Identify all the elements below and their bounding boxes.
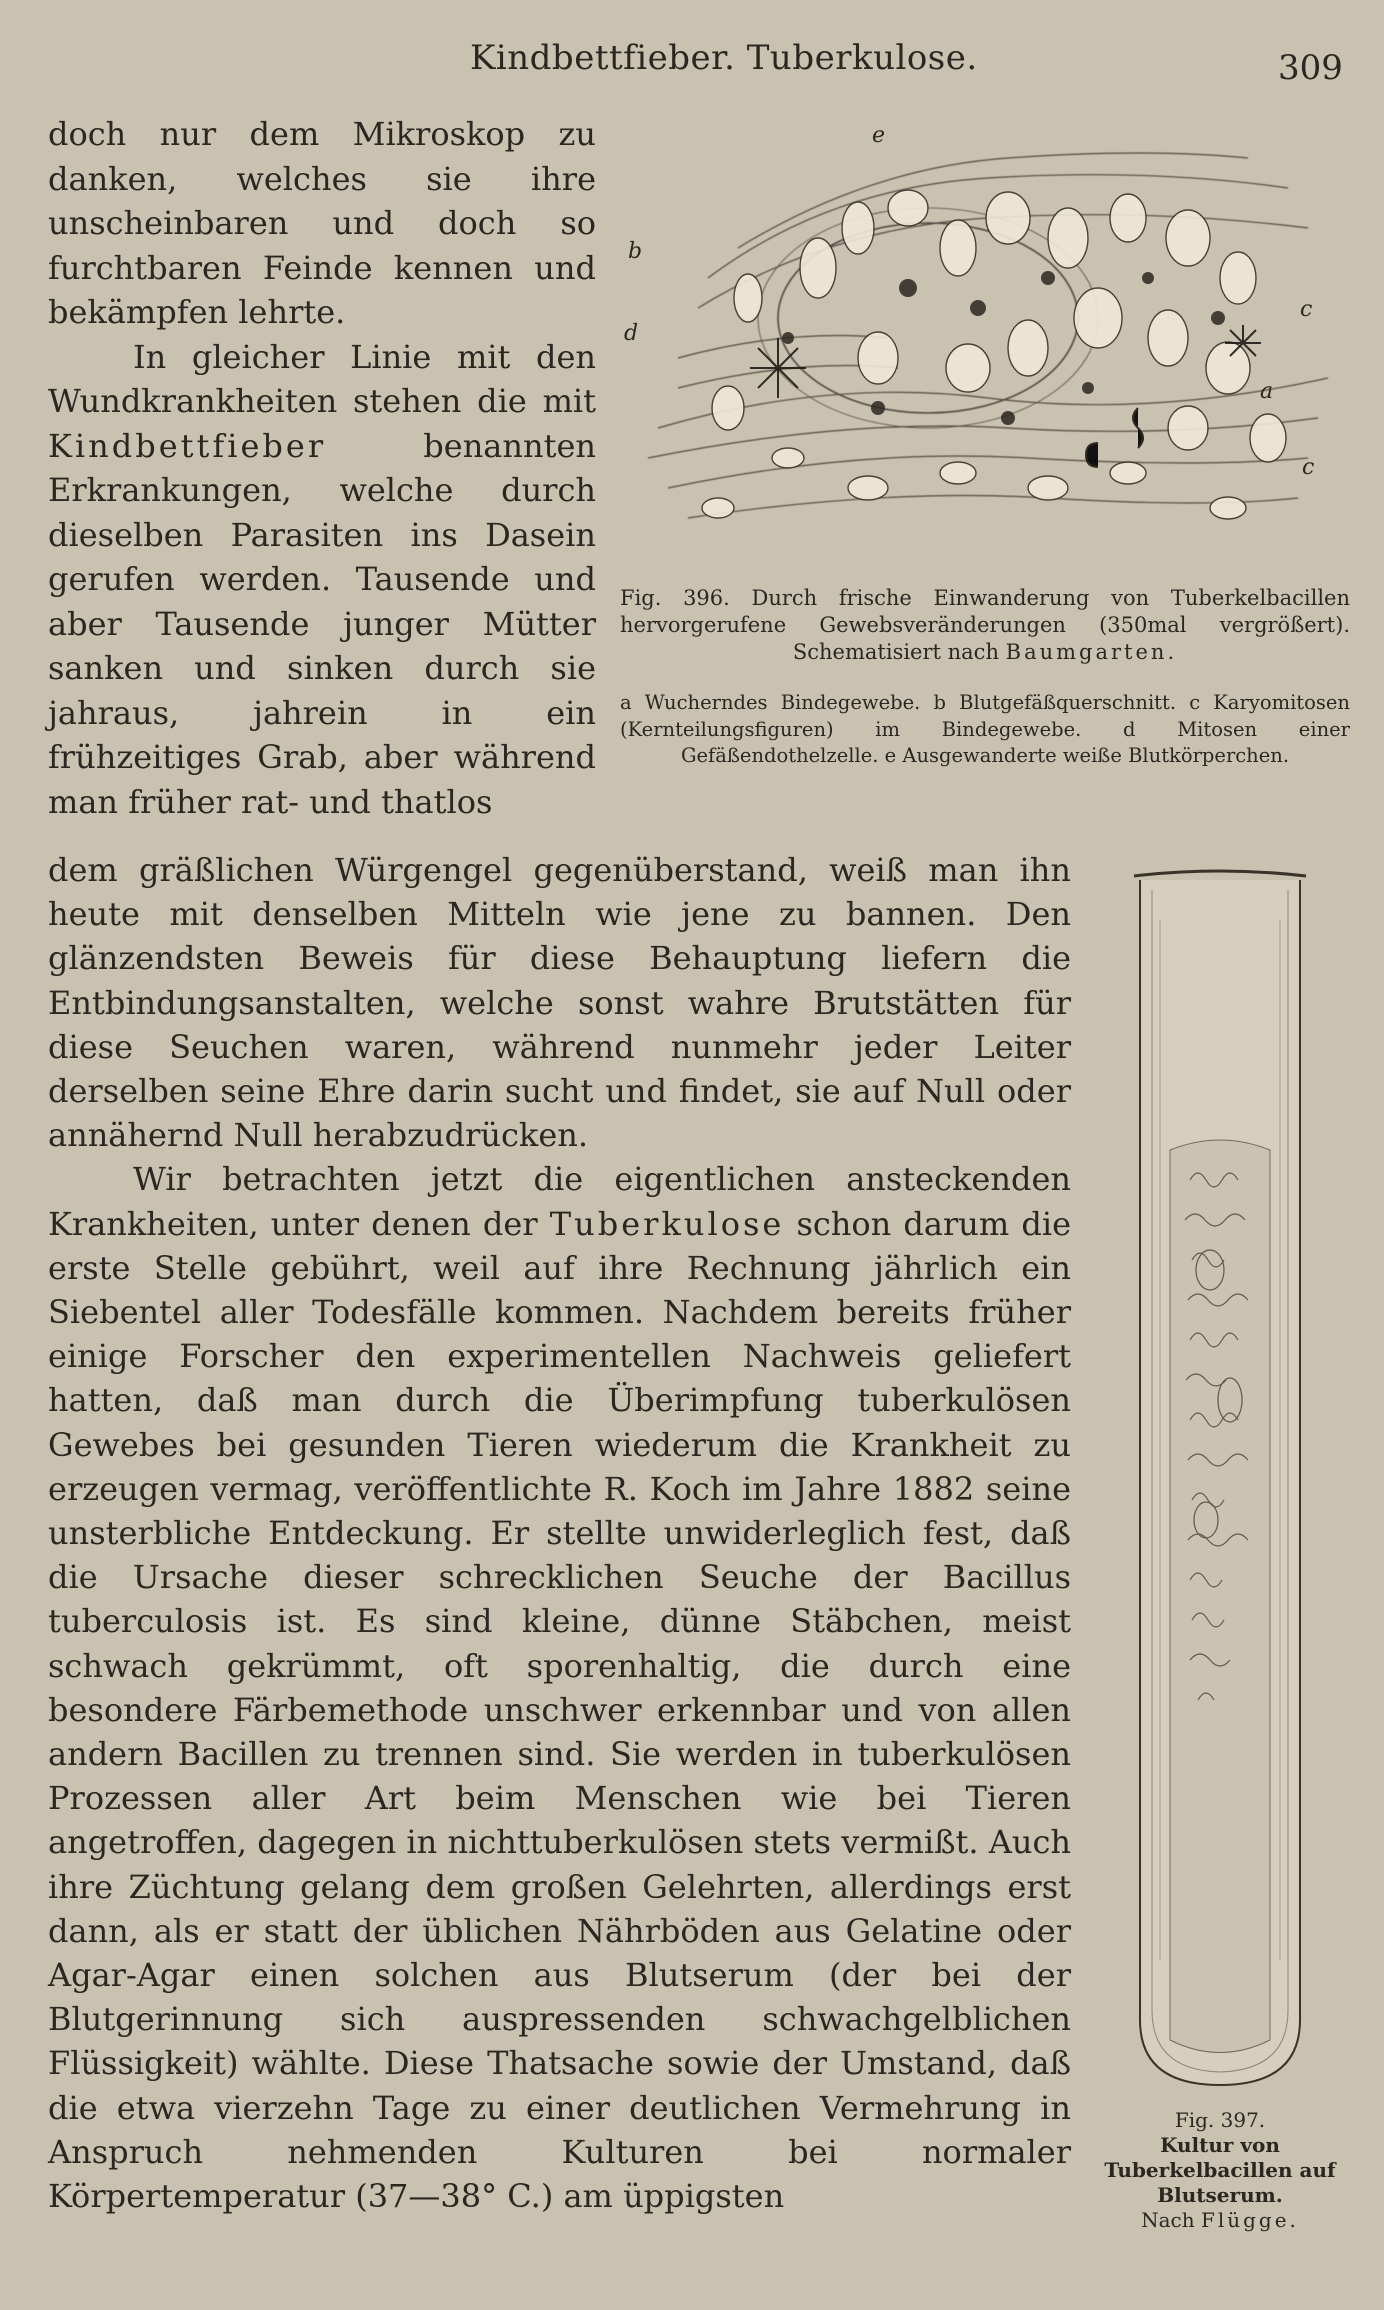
text-run: schon darum die erste Stelle gebührt, weil auf ihre Rechnung jährlich ein Siebentel aller Todesfälle kommen. Nachdem bereits früher einige Forscher den experimentellen Nachweis geliefert hatten, daß man durch die Überimpfung tuberkulösen Gewebes bei gesunden Tieren wiederum die Krankheit zu erzeugen vermag, veröffentlichte R. Koch im Jahre 1882 seine unsterbliche Entdeckung. Er stellte unwiderleglich fest, daß die Ursache dieser schrecklichen Seuche der Bacillus tuberculosis ist. Es sind kleine, dünne Stäbchen, meist schwach gekrümmt, oft sporenhaltig, die durch eine besondere Färbemethode unschwer erkennbar und von allen andern Bacillen zu trennen sind. Sie werden in tuberkulösen Prozessen aller Art beim Menschen wie bei Tieren angetroffen, dagegen in nichttuberkulösen stets vermißt. Auch ihre Züchtung gelang dem großen Gelehrten, allerdings erst dann, als er statt der üblichen Nährböden aus Gelatine oder Agar-Agar einen solchen aus Blutserum (der bei der Blutgerinnung sich auspressenden schwachgelblichen Flüssigkeit) wählte. Diese Thatsache sowie der Umstand, daß die etwa vierzehn Tage zu einer deutlichen Vermehrung in Anspruch nehmenden Kulturen bei normaler Körpertemperatur (37—38° C.) am üppigsten bbox=[48, 1204, 1072, 2216]
test-tube-drawing bbox=[1130, 860, 1310, 2100]
paragraph: doch nur dem Mikroskop zu danken, welches sie ihre unscheinbaren und doch so furchtbaren Feinde kennen und bekämpfen lehrte. bbox=[48, 115, 596, 331]
running-head: Kindbettfieber. Tuberkulose. bbox=[470, 38, 978, 78]
figure-396-tissue-illustration bbox=[624, 123, 1328, 568]
caption-text: Fig. 396. Durch frische Einwanderung von Tuberkelbacillen hervorgerufene Gewebsveränderungen (350mal vergrößert). Schematisiert nach bbox=[620, 586, 1350, 664]
caption-text: Kultur von Tuberkelbacillen auf Blutserum. bbox=[1104, 2133, 1336, 2207]
main-text bbox=[48, 848, 1071, 2218]
text-run: benannten Erkrankungen, welche durch dieselben Parasiten ins Dasein gerufen werden. Tausende und aber Tausende junger Mütter sanken und sinken durch sie jahraus, jahrein in ein frühzeitiges Grab, aber während man früher rat- und thatlos bbox=[48, 426, 596, 821]
tissue-drawing bbox=[624, 123, 1328, 568]
paragraph bbox=[48, 335, 596, 825]
text-run: In gleicher Linie mit den Wundkrankheiten stehen die mit bbox=[48, 337, 596, 420]
paragraph bbox=[48, 1157, 1071, 2218]
text-run: Wir betrachten jetzt die eigentlichen ansteckenden Krankheiten, unter denen der bbox=[48, 1160, 1071, 1243]
figure-396-caption bbox=[620, 585, 1350, 666]
credit-author: Flügge. bbox=[1200, 2208, 1299, 2232]
emphasized-term: Kindbettfieber bbox=[48, 426, 327, 465]
figure-label-d: d bbox=[624, 321, 639, 346]
figure-397-caption bbox=[1095, 2108, 1345, 2233]
figure-label-b: b bbox=[628, 239, 643, 264]
page-header bbox=[0, 38, 1384, 88]
caption-credit bbox=[1095, 2208, 1345, 2233]
figure-label-a: a bbox=[1260, 379, 1274, 404]
figure-397-test-tube-illustration bbox=[1130, 860, 1310, 2100]
emphasized-term: Tuberkulose bbox=[549, 1204, 785, 1243]
page-number: 309 bbox=[1278, 48, 1343, 88]
paragraph: dem gräßlichen Würgengel gegenüberstand, weiß man ihn heute mit denselben Mitteln wie jene zu bannen. Den glänzendsten Beweis für diese Behauptung liefern die Entbindungsanstalten, welche sonst wahre Brutstätten für diese Seuchen waren, während nunmehr jeder Leiter derselben seine Ehre darin sucht und findet, sie auf Null oder annähernd Null herabzudrücken. bbox=[48, 851, 1071, 1155]
figure-label-e: e bbox=[872, 123, 886, 148]
caption-author: Baumgarten. bbox=[1005, 640, 1178, 664]
column-text bbox=[48, 112, 596, 824]
figure-number: Fig. 397. bbox=[1174, 2108, 1266, 2132]
figure-396-legend: a Wucherndes Bindegewebe. b Blutgefäßquerschnitt. c Karyomitosen (Kernteilungsfiguren) im Bindegewebe. d Mitosen einer Gefäßendothelzelle. e Ausgewanderte weiße Blutkörperchen. bbox=[620, 691, 1350, 767]
credit-prefix: Nach bbox=[1141, 2208, 1195, 2232]
figure-label-c: c bbox=[1302, 455, 1315, 480]
figure-label-c: c bbox=[1300, 297, 1313, 322]
